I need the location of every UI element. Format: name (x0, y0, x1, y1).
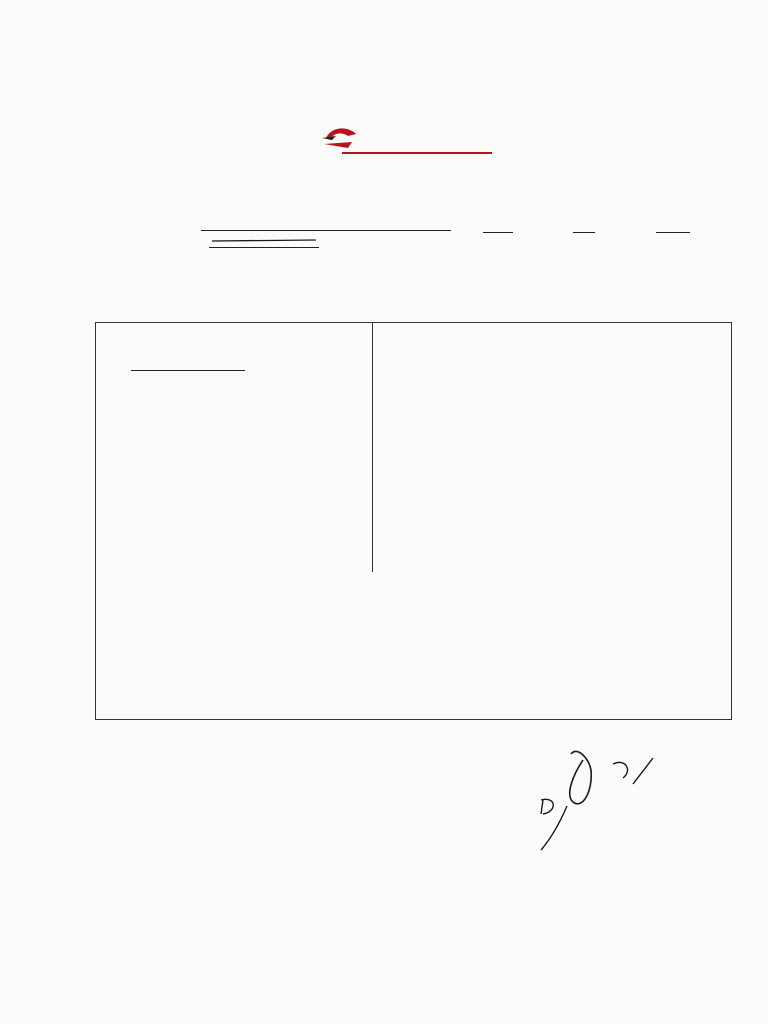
signature-mark (535, 740, 730, 860)
